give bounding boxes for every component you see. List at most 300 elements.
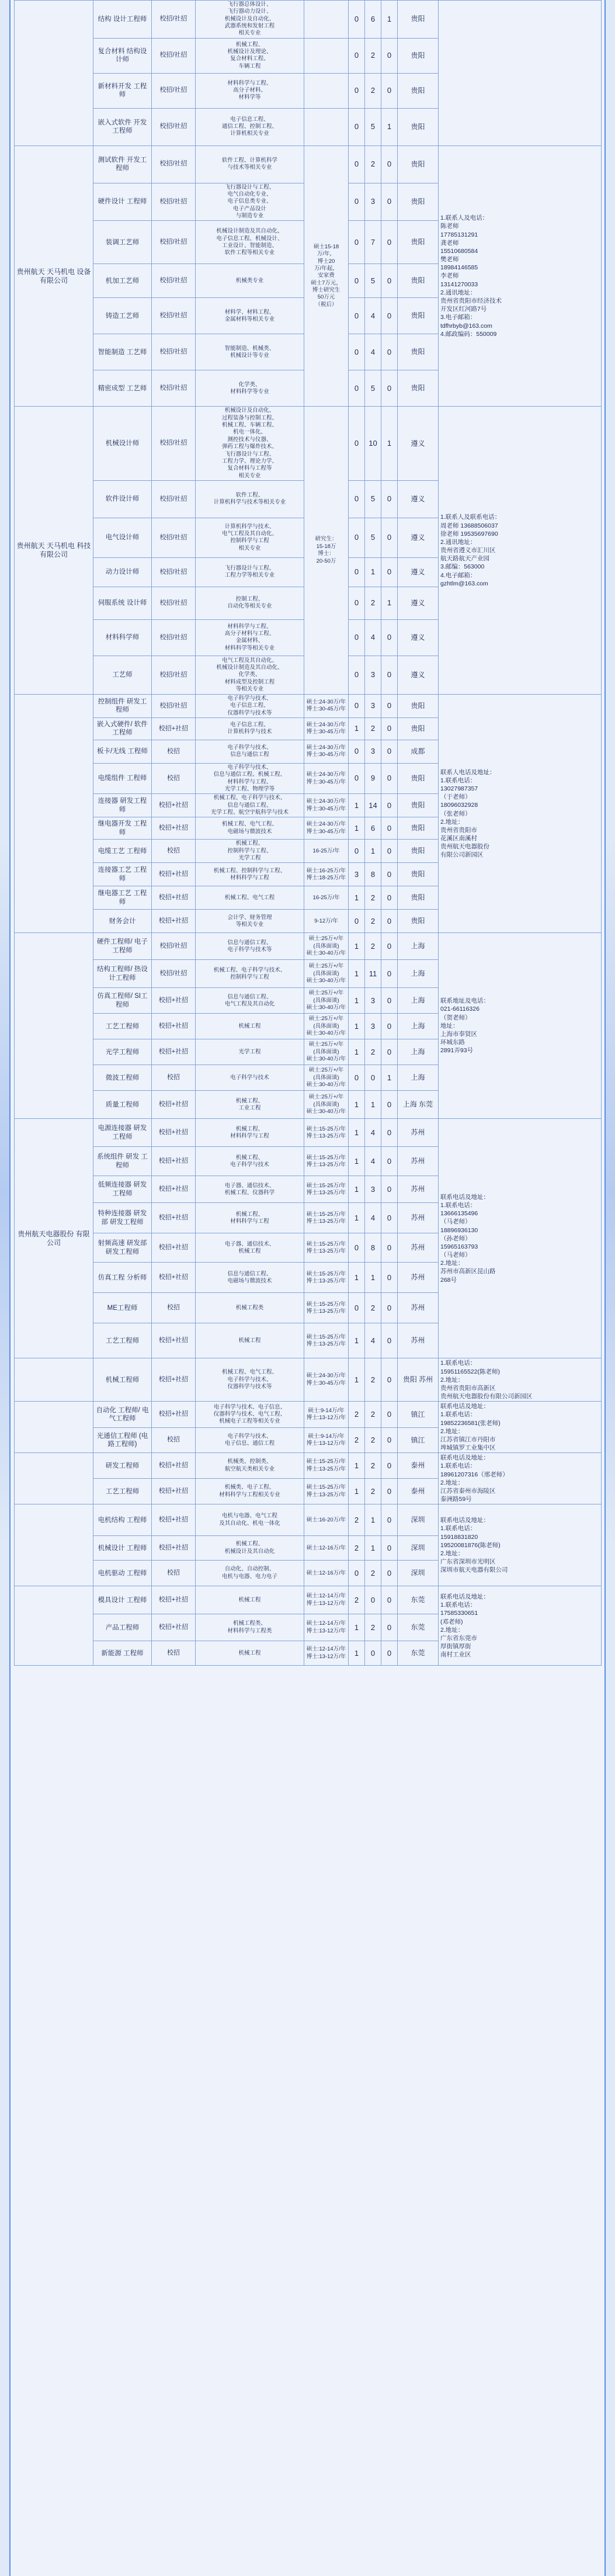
contact-info-cell-text: 1.联系人及电话： 陈老师 17785131291 龚老师 15510680584 樊老师 18984146585 李老师 13141270033 2.通讯地址： 贵州省贵阳市经济技术 开发区红河路7号 3.电子邮箱： tdfhrbyb@163.com 4.邮政编码：550009: [440, 214, 502, 338]
major-cell: [196, 1428, 304, 1453]
work-city-cell: [398, 1065, 439, 1091]
major-cell-text: 机械工程、电气工程、 电磁场与微波技术: [221, 821, 277, 835]
bachelor-count-cell: [381, 717, 398, 740]
contact-info-cell-text: 联系电话及地址： 1.联系电话： 17585330651 (邓老师) 2.地址： 广东省东莞市 厚街镇厚街 南村工业区: [440, 1593, 489, 1659]
master-count-cell-text: 2: [370, 1461, 376, 1470]
doctor-count-cell: [349, 1147, 365, 1176]
work-city-cell-text: 苏州: [411, 1243, 425, 1252]
position-cell: [93, 694, 152, 717]
major-cell-text: 飞行器设计与工程、 工程力学等相关专业: [224, 565, 275, 579]
doctor-count-cell: [349, 656, 365, 694]
major-cell: [196, 933, 304, 960]
salary-cell: [304, 1586, 349, 1614]
master-count-cell: [365, 221, 381, 264]
recruit-type-cell-text: 校招/社招: [159, 312, 187, 320]
major-cell: [196, 1263, 304, 1293]
recruit-type-cell: [152, 480, 196, 518]
position-cell-text: 光通信工程师 (电路工程师): [96, 1432, 148, 1448]
position-cell: [93, 1323, 152, 1358]
recruit-type-cell: [152, 1065, 196, 1091]
salary-cell-text: 硕士:12-16万/年: [306, 1569, 346, 1576]
work-city-cell: [398, 1614, 439, 1641]
recruit-type-cell-text: 校招/社招: [159, 277, 187, 285]
work-city-cell-text: 遵义: [411, 567, 425, 576]
salary-cell: [304, 407, 349, 694]
position-cell: [93, 1453, 152, 1479]
doctor-count-cell: [349, 1091, 365, 1119]
major-cell-text: 电子科学与技术、 信息与通信工程、机械工程、 材料科学与工程、 光学工程、物理学等: [213, 764, 286, 792]
master-count-cell-text: 3: [370, 996, 376, 1005]
work-city-cell: [398, 763, 439, 793]
bachelor-count-cell-text: 0: [387, 1486, 392, 1496]
doctor-count-cell: [349, 73, 365, 108]
contact-info-cell-text: 联系电话及地址： 1.联系电话： 19852236581(张老师) 2.地址： 江苏省镇江市丹阳市 埤城镇罗工业集中区: [440, 1403, 501, 1452]
recruit-type-cell: [152, 763, 196, 793]
work-city-cell: [398, 1504, 439, 1536]
doctor-count-cell-text: 0: [354, 774, 359, 783]
major-cell-text: 信息与通信工程、 电气工程及其自动化: [224, 993, 275, 1007]
position-cell-text: 工艺工程师: [105, 1022, 140, 1030]
contact-info-cell: [439, 145, 602, 407]
salary-cell-text: 硕士:15-25万/年 博士:13-25万/年: [306, 1333, 346, 1347]
recruit-type-cell-text: 校招+社招: [158, 724, 189, 732]
recruit-type-cell: [152, 1263, 196, 1293]
doctor-count-cell-text: 0: [354, 439, 359, 448]
major-cell: [196, 587, 304, 619]
work-city-cell-text: 贵阳: [411, 917, 425, 925]
bachelor-count-cell: [381, 518, 398, 557]
bachelor-count-cell: [381, 1119, 398, 1147]
recruitment-table-body: [15, 1, 602, 1666]
salary-cell: [304, 108, 349, 145]
contact-info-cell: [439, 694, 602, 932]
major-cell-text: 材料科学与工程、 高分子材料、 材料学等: [227, 79, 272, 101]
doctor-count-cell-text: 3: [354, 869, 359, 879]
position-cell-text: 结构 设计工程师: [98, 15, 147, 23]
position-cell-text: 工艺师: [112, 671, 133, 679]
salary-cell: [304, 1641, 349, 1666]
contact-info-cell-text: 1.联系电话： 15951165522(陈老师) 2.地址： 贵州省贵阳市高新区 贵州航天电器股份有限公司新园区: [440, 1360, 533, 1400]
work-city-cell: [398, 817, 439, 840]
work-city-cell: [398, 1402, 439, 1428]
master-count-cell: [365, 1323, 381, 1358]
bachelor-count-cell: [381, 1091, 398, 1119]
table-row: [15, 1, 602, 39]
work-city-cell-text: 东莞: [411, 1623, 425, 1632]
position-cell: [93, 863, 152, 886]
recruit-type-cell-text: 校招+社招: [158, 893, 189, 901]
recruit-type-cell-text: 校招/社招: [159, 15, 187, 22]
doctor-count-cell-text: 0: [354, 633, 359, 642]
bachelor-count-cell-text: 1: [387, 598, 392, 608]
salary-cell-text: 硕士:24-30万/年 博士:30-45万/年: [306, 771, 346, 785]
position-cell: [93, 1091, 152, 1119]
major-cell-text: 机械工程、控制科学与工程、 材料科学与工程: [213, 867, 286, 881]
work-city-cell-text: 苏州: [411, 1273, 425, 1282]
doctor-count-cell-text: 0: [354, 494, 359, 504]
doctor-count-cell: [349, 840, 365, 863]
master-count-cell-text: 6: [370, 823, 376, 833]
table-row: [15, 1504, 602, 1536]
position-cell-text: 质量工程师: [105, 1101, 140, 1108]
major-cell: [196, 145, 304, 183]
doctor-count-cell-text: 0: [354, 1303, 359, 1312]
major-cell: [196, 298, 304, 334]
master-count-cell: [365, 1402, 381, 1428]
doctor-count-cell-text: 1: [354, 1128, 359, 1137]
bachelor-count-cell: [381, 1428, 398, 1453]
major-cell-text: 电子科学与技术、 信息与通信工程: [227, 744, 272, 758]
recruit-type-cell-text: 校招: [167, 847, 180, 854]
doctor-count-cell: [349, 1561, 365, 1586]
position-cell: [93, 1014, 152, 1039]
master-count-cell: [365, 1453, 381, 1479]
salary-cell: [304, 794, 349, 817]
recruit-type-cell: [152, 73, 196, 108]
bachelor-count-cell: [381, 656, 398, 694]
recruit-type-cell-text: 校招+社招: [158, 1157, 189, 1164]
major-cell-text: 机械工程、 材料科学与工程: [230, 1211, 269, 1225]
master-count-cell-text: 5: [370, 122, 376, 131]
doctor-count-cell: [349, 1203, 365, 1233]
master-count-cell: [365, 1428, 381, 1453]
bachelor-count-cell: [381, 334, 398, 370]
contact-info-cell: [439, 1358, 602, 1402]
work-city-cell-text: 贵阳: [411, 122, 425, 131]
recruit-type-cell-text: 校招+社招: [158, 1487, 189, 1495]
bachelor-count-cell-text: 0: [387, 1336, 392, 1345]
doctor-count-cell-text: 2: [354, 1543, 359, 1552]
doctor-count-cell-text: 0: [354, 916, 359, 925]
company-name-cell: [15, 1358, 93, 1402]
bachelor-count-cell-text: 0: [387, 1648, 392, 1658]
recruit-type-cell: [152, 370, 196, 407]
doctor-count-cell-text: 1: [354, 724, 359, 733]
master-count-cell: [365, 1641, 381, 1666]
position-cell: [93, 145, 152, 183]
recruit-type-cell: [152, 1504, 196, 1536]
master-count-cell-text: 1: [370, 1543, 376, 1552]
doctor-count-cell-text: 0: [354, 567, 359, 577]
recruit-type-cell-text: 校招/社招: [159, 969, 187, 977]
major-cell: [196, 740, 304, 763]
position-cell: [93, 183, 152, 221]
doctor-count-cell-text: 1: [354, 969, 359, 978]
work-city-cell-text: 贵阳: [411, 238, 425, 247]
master-count-cell-text: 2: [370, 51, 376, 60]
position-cell: [93, 221, 152, 264]
major-cell: [196, 763, 304, 793]
position-cell: [93, 407, 152, 480]
bachelor-count-cell: [381, 694, 398, 717]
position-cell-text: 连接器 研发工程师: [98, 798, 147, 813]
position-cell-text: 动力设计师: [105, 568, 140, 576]
position-cell-text: 控制组件 研发工程师: [98, 698, 147, 714]
bachelor-count-cell-text: 0: [387, 1100, 392, 1109]
recruit-type-cell-text: 校招+社招: [158, 1544, 189, 1551]
position-cell: [93, 886, 152, 910]
work-city-cell: [398, 334, 439, 370]
doctor-count-cell: [349, 1176, 365, 1203]
bachelor-count-cell-text: 0: [387, 1461, 392, 1470]
major-cell: [196, 108, 304, 145]
recruit-type-cell-text: 校招+社招: [158, 1022, 189, 1029]
recruit-type-cell: [152, 1561, 196, 1586]
salary-cell: [304, 1293, 349, 1323]
bachelor-count-cell-text: 1: [387, 1073, 392, 1082]
doctor-count-cell-text: 0: [354, 1243, 359, 1252]
salary-cell: [304, 1504, 349, 1536]
major-cell: [196, 840, 304, 863]
major-cell-text: 电机与电器、电气工程 及其自动化、机电一体化: [219, 1513, 280, 1527]
recruit-type-cell-text: 校招+社招: [158, 1623, 189, 1631]
major-cell: [196, 1014, 304, 1039]
work-city-cell-text: 上海 东莞: [402, 1100, 433, 1109]
major-cell-text: 机械工程: [238, 1022, 261, 1029]
work-city-cell: [398, 183, 439, 221]
work-city-cell: [398, 1233, 439, 1263]
bachelor-count-cell: [381, 370, 398, 407]
recruit-type-cell-text: 校招/社招: [159, 51, 187, 59]
work-city-cell-text: 贵阳: [411, 724, 425, 733]
master-count-cell: [365, 960, 381, 988]
salary-cell-text: 硕士:15-25万/年 博士:13-25万/年: [306, 1458, 346, 1472]
master-count-cell-text: 2: [370, 1375, 376, 1384]
work-city-cell-text: 上海: [411, 969, 425, 978]
doctor-count-cell: [349, 407, 365, 480]
work-city-cell: [398, 1479, 439, 1504]
recruit-type-cell-text: 校招/社招: [159, 671, 187, 678]
salary-cell: [304, 1614, 349, 1641]
position-cell-text: ME工程师: [107, 1304, 138, 1312]
doctor-count-cell-text: 1: [354, 1622, 359, 1632]
work-city-cell: [398, 1536, 439, 1561]
doctor-count-cell-text: 1: [354, 893, 359, 902]
position-cell: [93, 619, 152, 656]
bachelor-count-cell-text: 0: [387, 869, 392, 879]
doctor-count-cell-text: 0: [354, 846, 359, 855]
doctor-count-cell-text: 1: [354, 996, 359, 1005]
doctor-count-cell: [349, 298, 365, 334]
major-cell-text: 材料学、材料工程、 金属材料等相关专业: [224, 308, 275, 323]
work-city-cell-text: 遵义: [411, 670, 425, 679]
recruit-type-cell: [152, 1614, 196, 1641]
bachelor-count-cell-text: 0: [387, 237, 392, 247]
bachelor-count-cell-text: 0: [387, 347, 392, 356]
work-city-cell: [398, 298, 439, 334]
position-cell: [93, 73, 152, 108]
master-count-cell: [365, 619, 381, 656]
doctor-count-cell: [349, 988, 365, 1014]
master-count-cell-text: 3: [370, 747, 376, 756]
work-city-cell: [398, 108, 439, 145]
doctor-count-cell: [349, 1358, 365, 1402]
recruit-type-cell: [152, 863, 196, 886]
doctor-count-cell: [349, 619, 365, 656]
master-count-cell: [365, 334, 381, 370]
bachelor-count-cell: [381, 221, 398, 264]
work-city-cell-text: 东莞: [411, 1596, 425, 1604]
recruit-type-cell: [152, 1119, 196, 1147]
master-count-cell: [365, 988, 381, 1014]
work-city-cell: [398, 1293, 439, 1323]
major-cell-text: 机械工程: [238, 1596, 261, 1603]
bachelor-count-cell-text: 0: [387, 160, 392, 169]
salary-cell: [304, 38, 349, 73]
work-city-cell-text: 镇江: [411, 1410, 425, 1419]
recruit-type-cell: [152, 1536, 196, 1561]
work-city-cell: [398, 1203, 439, 1233]
position-cell-text: 机械设计师: [105, 439, 140, 447]
work-city-cell: [398, 1263, 439, 1293]
master-count-cell-text: 1: [370, 567, 376, 577]
recruit-type-cell: [152, 1014, 196, 1039]
work-city-cell: [398, 933, 439, 960]
bachelor-count-cell-text: 0: [387, 916, 392, 925]
major-cell: [196, 1358, 304, 1402]
major-cell: [196, 73, 304, 108]
bachelor-count-cell-text: 0: [387, 533, 392, 542]
company-name-cell: [15, 933, 93, 1119]
recruit-type-cell: [152, 145, 196, 183]
position-cell: [93, 1561, 152, 1586]
master-count-cell-text: 4: [370, 311, 376, 320]
bachelor-count-cell: [381, 1039, 398, 1065]
work-city-cell-text: 上海: [411, 996, 425, 1005]
major-cell: [196, 886, 304, 910]
salary-cell: [304, 1119, 349, 1147]
salary-cell-text: 硕士:24-30万/年 博士:30-45万/年: [306, 1372, 346, 1386]
doctor-count-cell-text: 1: [354, 1047, 359, 1056]
work-city-cell: [398, 1091, 439, 1119]
doctor-count-cell-text: 0: [354, 747, 359, 756]
master-count-cell: [365, 717, 381, 740]
salary-cell-text: 硕士:24-30万/年 博士:30-45万/年: [306, 699, 346, 713]
major-cell-text: 电子信息工程、 通信工程、控制工程、 计算机相关专业: [221, 116, 277, 137]
master-count-cell-text: 2: [370, 1410, 376, 1419]
salary-cell: [304, 1263, 349, 1293]
work-city-cell-text: 上海: [411, 942, 425, 951]
position-cell: [93, 1147, 152, 1176]
bachelor-count-cell: [381, 73, 398, 108]
position-cell-text: 机械设计 工程师: [98, 1544, 147, 1552]
position-cell: [93, 480, 152, 518]
major-cell: [196, 1091, 304, 1119]
salary-cell-text: 硕士:24-30万/年 博士:30-45万/年: [306, 722, 346, 736]
work-city-cell: [398, 1119, 439, 1147]
major-cell: [196, 910, 304, 933]
master-count-cell-text: 9: [370, 774, 376, 783]
doctor-count-cell-text: 0: [354, 122, 359, 131]
major-cell-text: 计算机科学与技术、 电气工程及其自动化、 控制科学与工程 相关专业: [221, 523, 277, 552]
work-city-cell: [398, 407, 439, 480]
major-cell: [196, 1614, 304, 1641]
salary-cell: [304, 988, 349, 1014]
position-cell-text: 继电器开发 工程师: [98, 820, 147, 836]
position-cell: [93, 794, 152, 817]
doctor-count-cell: [349, 1233, 365, 1263]
work-city-cell-text: 遵义: [411, 598, 425, 607]
bachelor-count-cell-text: 0: [387, 1243, 392, 1252]
recruit-type-cell-text: 校招/社招: [159, 86, 187, 94]
master-count-cell: [365, 1586, 381, 1614]
bachelor-count-cell-text: 0: [387, 1375, 392, 1384]
position-cell-text: 模具设计 工程师: [98, 1596, 147, 1604]
recruit-type-cell: [152, 334, 196, 370]
master-count-cell-text: 2: [370, 1047, 376, 1056]
work-city-cell: [398, 694, 439, 717]
position-cell-text: 复合材料 结构设计师: [98, 47, 147, 64]
position-cell-text: 电缆工艺 工程师: [98, 847, 147, 855]
major-cell-text: 电子科学与技术: [230, 1074, 269, 1081]
master-count-cell: [365, 1479, 381, 1504]
doctor-count-cell-text: 0: [354, 1568, 359, 1578]
salary-cell: [304, 740, 349, 763]
bachelor-count-cell: [381, 1293, 398, 1323]
master-count-cell-text: 2: [370, 598, 376, 608]
recruit-type-cell-text: 校招+社招: [158, 1461, 189, 1469]
background-wave-right: [606, 841, 615, 1542]
major-cell-text: 自动化、自动控制、 电机与电器、电力电子: [221, 1566, 277, 1580]
salary-cell: [304, 1453, 349, 1479]
bachelor-count-cell: [381, 1, 398, 39]
contact-info-cell-text: 联系人电话及地址： 1.联系电话： 13027987357 （于老师） 18096032928 （张老师） 2.地址： 贵州省贵阳市 花溪区南溪村 贵州航天电器股份 有限公司新园区: [440, 768, 496, 859]
recruit-type-cell-text: 校招+社招: [158, 1185, 189, 1192]
position-cell-text: 嵌入式硬件/ 软件工程师: [97, 721, 148, 737]
bachelor-count-cell: [381, 1014, 398, 1039]
doctor-count-cell-text: 0: [354, 237, 359, 247]
work-city-cell-text: 苏州: [411, 1214, 425, 1222]
doctor-count-cell-text: 0: [354, 197, 359, 206]
master-count-cell-text: 10: [369, 439, 377, 448]
recruit-type-cell-text: 校招/社招: [159, 384, 187, 392]
bachelor-count-cell-text: 0: [387, 941, 392, 951]
doctor-count-cell: [349, 480, 365, 518]
doctor-count-cell-text: 1: [354, 800, 359, 810]
major-cell: [196, 518, 304, 557]
master-count-cell: [365, 73, 381, 108]
work-city-cell: [398, 988, 439, 1014]
recruit-type-cell: [152, 694, 196, 717]
doctor-count-cell: [349, 557, 365, 587]
table-row: [15, 145, 602, 183]
bachelor-count-cell-text: 0: [387, 633, 392, 642]
major-cell-text: 机械类专业: [235, 277, 264, 284]
work-city-cell-text: 贵阳: [411, 893, 425, 902]
position-cell-text: 伺服系统 设计师: [98, 599, 147, 607]
work-city-cell-text: 贵阳: [411, 847, 425, 855]
master-count-cell: [365, 1233, 381, 1263]
recruit-type-cell: [152, 1147, 196, 1176]
recruit-type-cell: [152, 988, 196, 1014]
work-city-cell-text: 遵义: [411, 439, 425, 448]
contact-info-cell-text: 1.联系人及联系电话： 周老师 13688506037 徐老师 19535697690 2.通讯地址： 贵州省遵义市汇川区 航天路航天产业园 3.邮编：563000 4.电子邮箱： gzhtlm@163.com: [440, 514, 501, 587]
recruit-type-cell: [152, 1358, 196, 1402]
salary-cell: [304, 694, 349, 717]
position-cell-text: 电机结构 工程师: [98, 1516, 147, 1524]
major-cell-text: 机械工程: [238, 1337, 261, 1344]
salary-cell: [304, 1039, 349, 1065]
doctor-count-cell: [349, 794, 365, 817]
position-cell-text: 硬件工程师/ 电子工程师: [97, 938, 148, 954]
recruit-type-cell-text: 校招/社招: [159, 123, 187, 130]
major-cell: [196, 1119, 304, 1147]
doctor-count-cell-text: 2: [354, 1436, 359, 1445]
major-cell: [196, 619, 304, 656]
master-count-cell-text: 2: [370, 893, 376, 902]
bachelor-count-cell: [381, 38, 398, 73]
doctor-count-cell-text: 2: [354, 1410, 359, 1419]
